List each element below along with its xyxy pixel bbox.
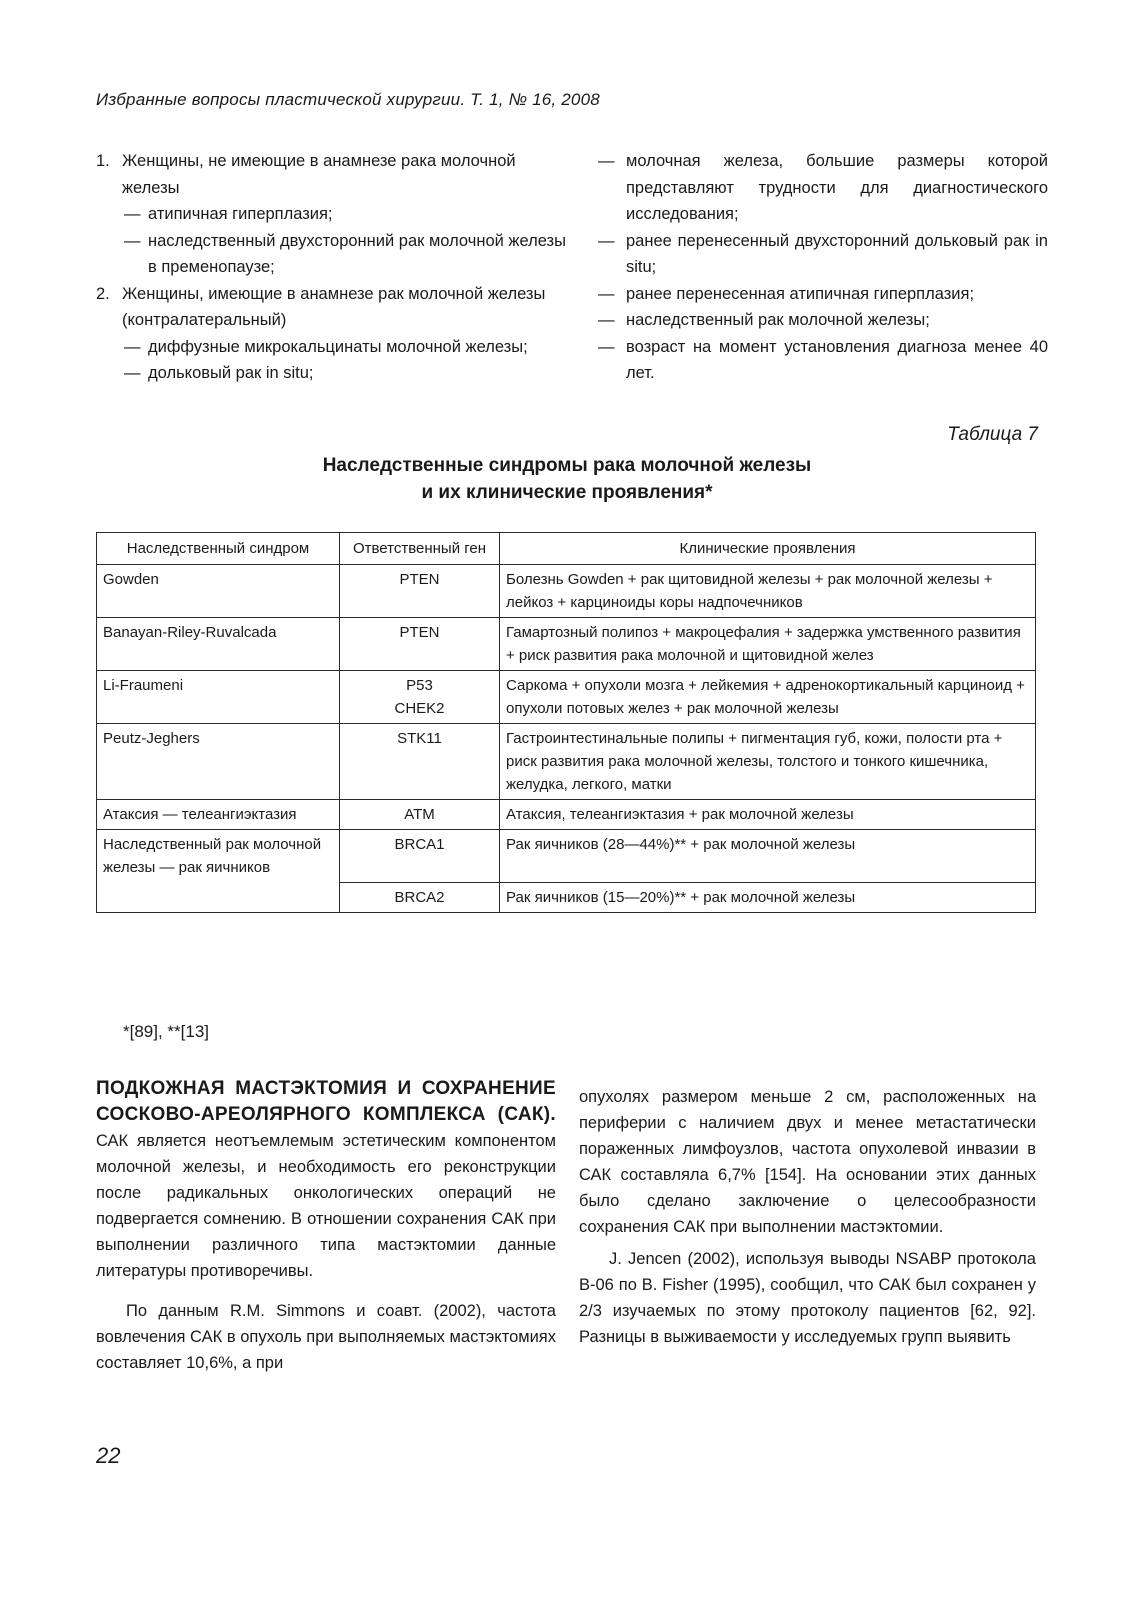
- list-number: 1.: [96, 152, 110, 170]
- list-subitem: [96, 360, 566, 387]
- column-header: Ответственный ген: [340, 533, 500, 565]
- list-subitem-text: возраст на момент установления диагноза менее 40 лет.: [626, 337, 1048, 382]
- body-column-right: [579, 1084, 1036, 1350]
- body-column-left: [96, 1076, 556, 1376]
- list-number: 2.: [96, 284, 110, 303]
- syndrome-cell: Атаксия — телеангиэктазия: [97, 800, 340, 830]
- manifestation-cell: Атаксия, телеангиэктазия + рак молочной железы: [500, 800, 1036, 830]
- list-subitem-text: ранее перенесенный двухсторонний дольковый рак in situ;: [626, 231, 1048, 276]
- syndrome-cell: Gowden: [97, 565, 340, 618]
- paragraph: По данным R.M. Simmons и соавт. (2002), частота вовлечения САК в опухоль при выполняемых мастэктомиях составляет 10,6%, а при: [96, 1302, 556, 1372]
- dash-marker: —: [598, 284, 615, 303]
- gene-cell: BRCA1: [340, 830, 500, 883]
- dash-marker: —: [124, 205, 141, 223]
- table-row: [97, 800, 1036, 830]
- list-subitem: [598, 281, 1048, 308]
- table-row: [97, 830, 1036, 883]
- table-row: [97, 724, 1036, 800]
- list-subitem-text: наследственный рак молочной железы;: [626, 311, 930, 329]
- dash-marker: —: [124, 364, 141, 382]
- list-subitem: [598, 148, 1048, 228]
- manifestation-cell: Гамартозный полипоз + макроцефалия + задержка умственного развития + риск развития рака молочной и щитовидной желез: [500, 618, 1036, 671]
- list-subitem: [96, 228, 566, 281]
- table-row: [97, 671, 1036, 724]
- syndrome-cell: Peutz-Jeghers: [97, 724, 340, 800]
- dash-marker: —: [124, 337, 141, 356]
- column-header: Наследственный синдром: [97, 533, 340, 565]
- manifestation-cell: Рак яичников (15—20%)** + рак молочной железы: [500, 883, 1036, 913]
- list-item: [96, 148, 566, 201]
- table-title-line: Наследственные синдромы рака молочной железы: [322, 455, 812, 476]
- syndrome-cell: Li-Fraumeni: [97, 671, 340, 724]
- dash-marker: —: [598, 231, 615, 250]
- manifestation-cell: Саркома + опухоли мозга + лейкемия + адренокортикальный карциноид + опухоли потовых желез + рак молочной железы: [500, 671, 1036, 724]
- gene-cell: PTEN: [340, 565, 500, 618]
- syndrome-cell: Banayan-Riley-Ruvalcada: [97, 618, 340, 671]
- manifestation-cell: Гастроинтестинальные полипы + пигментация губ, кожи, полости рта + риск развития рака молочной железы, толстого и тонкого кишечника, желудка, легкого, матки: [500, 724, 1036, 800]
- paragraph: [96, 1076, 556, 1284]
- list-subitem-text: ранее перенесенная атипичная гиперплазия;: [626, 284, 975, 303]
- syndromes-table: [96, 532, 1036, 913]
- list-subitem-text: молочная железа, большие размеры которой представляют трудности для диагностического исследования;: [626, 152, 1048, 223]
- list-item: [96, 281, 566, 334]
- gene-cell: STK11: [340, 724, 500, 800]
- list-subitem-text: наследственный двухсторонний рак молочной железы в пременопаузе;: [148, 231, 566, 276]
- table-footnote: *[89], **[13]: [123, 1022, 210, 1041]
- column-header: Клинические проявления: [500, 533, 1036, 565]
- list-subitem: [598, 307, 1048, 334]
- manifestation-cell: Болезнь Gowden + рак щитовидной железы + рак молочной железы + лейкоз + карциноиды коры надпочечников: [500, 565, 1036, 618]
- table-header-row: [97, 533, 1036, 565]
- gene-cell: BRCA2: [340, 883, 500, 913]
- section-heading: ПОДКОЖНАЯ МАСТЭКТОМИЯ И СОХРАНЕНИЕ СОСКОВО-АРЕОЛЯРНОГО КОМПЛЕКСА (САК).: [96, 1078, 556, 1125]
- list-subitem: [96, 334, 566, 361]
- paragraph: опухолях размером меньше 2 см, расположенных на периферии с наличием двух и менее метастатически пораженных лимфоузлов, частота опухолевой инвазии в САК составляла 6,7% [154]. На основании этих данных было сделано заключение о целесообразности сохранения САК при выполнении мастэктомии.: [579, 1088, 1036, 1236]
- list-item-text: Женщины, не имеющие в анамнезе рака молочной железы: [122, 152, 516, 197]
- list-subitem-text: дольковый рак in situ;: [148, 364, 314, 382]
- table-caption: Таблица 7: [947, 424, 1038, 445]
- manifestation-cell: Рак яичников (28—44%)** + рак молочной железы: [500, 830, 1036, 883]
- gene-cell: [340, 671, 500, 724]
- journal-header: Избранные вопросы пластической хирургии. Т. 1, № 16, 2008: [96, 90, 600, 109]
- paragraph-text: САК является неотъемлемым эстетическим компонентом молочной железы, и необходимость его реконструкции после радикальных онкологических операций не подвергается сомнению. В отношении сохранения САК при выполнении различного типа мастэктомии данные литературы противоречивы.: [96, 1132, 556, 1280]
- table-title: [96, 452, 1038, 506]
- table-title-line: и их клинические проявления*: [421, 482, 713, 503]
- dash-marker: —: [598, 311, 615, 329]
- gene-name: CHEK2: [394, 700, 445, 717]
- gene-name: P53: [406, 677, 433, 694]
- list-item-text: Женщины, имеющие в анамнезе рак молочной железы (контралатеральный): [122, 284, 546, 329]
- list-subitem: [598, 228, 1048, 281]
- syndrome-cell: Наследственный рак молочной железы — рак яичников: [97, 830, 340, 913]
- dash-marker: —: [598, 152, 615, 170]
- list-subitem-text: диффузные микрокальцинаты молочной железы;: [148, 337, 528, 356]
- gene-cell: PTEN: [340, 618, 500, 671]
- right-list: [598, 148, 1048, 387]
- gene-cell: ATM: [340, 800, 500, 830]
- dash-marker: —: [598, 337, 615, 356]
- table-row: [97, 618, 1036, 671]
- table-row: [97, 565, 1036, 618]
- dash-marker: —: [124, 231, 141, 250]
- paragraph: J. Jencen (2002), используя выводы NSABP протокола B-06 по B. Fisher (1995), сообщил, что САК был сохранен у 2/3 изучаемых по этому протоколу пациентов [62, 92]. Разницы в выживаемости у исследуемых групп выявить: [579, 1250, 1036, 1346]
- list-subitem-text: атипичная гиперплазия;: [148, 205, 333, 223]
- list-subitem: [598, 334, 1048, 387]
- page-number: 22: [96, 1443, 121, 1468]
- list-subitem: [96, 201, 566, 228]
- left-list: [96, 148, 566, 387]
